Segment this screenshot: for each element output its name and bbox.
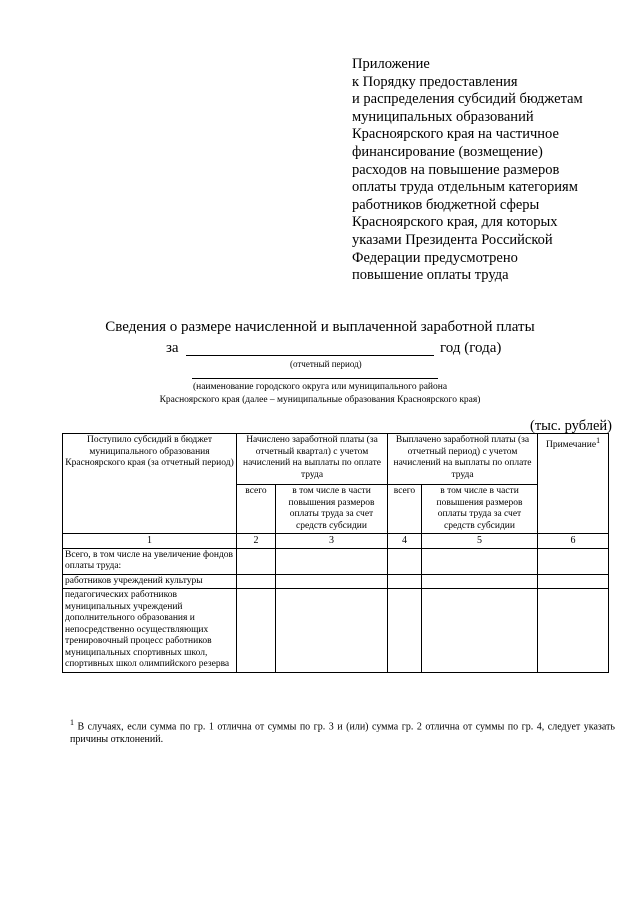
table-cell	[237, 589, 276, 673]
column-number: 6	[538, 534, 609, 549]
footnote-text: В случаях, если сумма по гр. 1 отлична от суммы по гр. 3 и (или) сумма гр. 2 отлична от суммы по гр. 4, следует указать причины отклонений.	[70, 721, 615, 746]
header-note	[538, 434, 609, 534]
appendix-line: к Порядку предоставления	[352, 73, 518, 90]
table-cell	[276, 574, 388, 589]
header-note-label: Примечание	[545, 440, 597, 451]
footnote	[70, 716, 615, 746]
period-input-line	[186, 355, 434, 356]
column-numbers-row	[63, 534, 609, 549]
period-suffix: год (года)	[440, 340, 502, 356]
footnote-ref: 1	[596, 436, 601, 445]
table-cell	[538, 548, 609, 574]
table-cell	[538, 574, 609, 589]
row-label: работников учреждений культуры	[63, 574, 237, 589]
column-number: 5	[422, 534, 538, 549]
appendix-line: Федерации предусмотрено	[352, 249, 518, 266]
header-accrued-total: всего	[237, 485, 276, 534]
appendix-line: Красноярского края на частичное	[352, 126, 559, 143]
header-paid-total: всего	[388, 485, 422, 534]
footnote-marker: 1	[70, 718, 74, 727]
header-paid-incl: в том числе в части повышения размеров оплаты труда за счет средств субсидии	[422, 485, 538, 534]
table-cell	[422, 574, 538, 589]
table-cell	[276, 589, 388, 673]
appendix-line: и распределения субсидий бюджетам	[352, 91, 583, 108]
table-cell	[388, 548, 422, 574]
appendix-line: муниципальных образований	[352, 108, 534, 125]
table-cell	[422, 548, 538, 574]
table-cell	[388, 589, 422, 673]
table-cell	[276, 548, 388, 574]
table-cell	[422, 589, 538, 673]
header-accrued-incl: в том числе в части повышения размеров оплаты труда за счет средств субсидии	[276, 485, 388, 534]
header-accrued: Начислено заработной платы (за отчетный квартал) с учетом начислений на выплаты по оплате труда	[237, 434, 388, 485]
column-number: 3	[276, 534, 388, 549]
column-number: 4	[388, 534, 422, 549]
appendix-line: Красноярского края, для которых	[352, 214, 558, 231]
document-title: Сведения о размере начисленной и выплаченной заработной платы	[105, 319, 535, 335]
salary-table	[62, 433, 609, 673]
appendix-line: работников бюджетной сферы	[352, 196, 540, 213]
header-paid: Выплачено заработной платы (за отчетный период) с учетом начислений на выплаты по оплате труда	[388, 434, 538, 485]
column-number: 1	[63, 534, 237, 549]
column-number: 2	[237, 534, 276, 549]
appendix-line: указами Президента Российской	[352, 231, 553, 248]
appendix-block	[352, 56, 622, 285]
municipality-note-line: (наименование городского округа или муниципального района	[192, 382, 448, 392]
period-note: (отчетный период)	[290, 359, 362, 369]
units-label: (тыс. рублей)	[530, 418, 612, 434]
row-label: педагогических работников муниципальных учреждений дополнительного образования и непосредственно осуществляющих тренировочный процесс работников муниципальных спортивных школ, спортивных школ олимпийского резерва	[63, 589, 237, 673]
table-row	[63, 574, 609, 589]
period-prefix: за	[166, 340, 179, 356]
table-cell	[237, 574, 276, 589]
table-row	[63, 589, 609, 673]
table-cell	[388, 574, 422, 589]
table-cell	[538, 589, 609, 673]
appendix-line: Приложение	[352, 56, 430, 72]
row-label: Всего, в том числе на увеличение фондов оплаты труда:	[63, 548, 237, 574]
municipality-note	[0, 381, 640, 407]
appendix-line: оплаты труда отдельным категориям	[352, 179, 578, 196]
table-cell	[237, 548, 276, 574]
municipality-input-line	[192, 378, 438, 379]
table-row	[63, 548, 609, 574]
appendix-line: расходов на повышение размеров	[352, 161, 560, 178]
appendix-line: повышение оплаты труда	[352, 267, 509, 284]
municipality-note-line: Красноярского края (далее – муниципальные образования Красноярского края)	[159, 395, 481, 405]
header-subsidies-received: Поступило субсидий в бюджет муниципального образования Красноярского края (за отчетный период)	[63, 434, 237, 534]
appendix-line: финансирование (возмещение)	[352, 143, 543, 160]
